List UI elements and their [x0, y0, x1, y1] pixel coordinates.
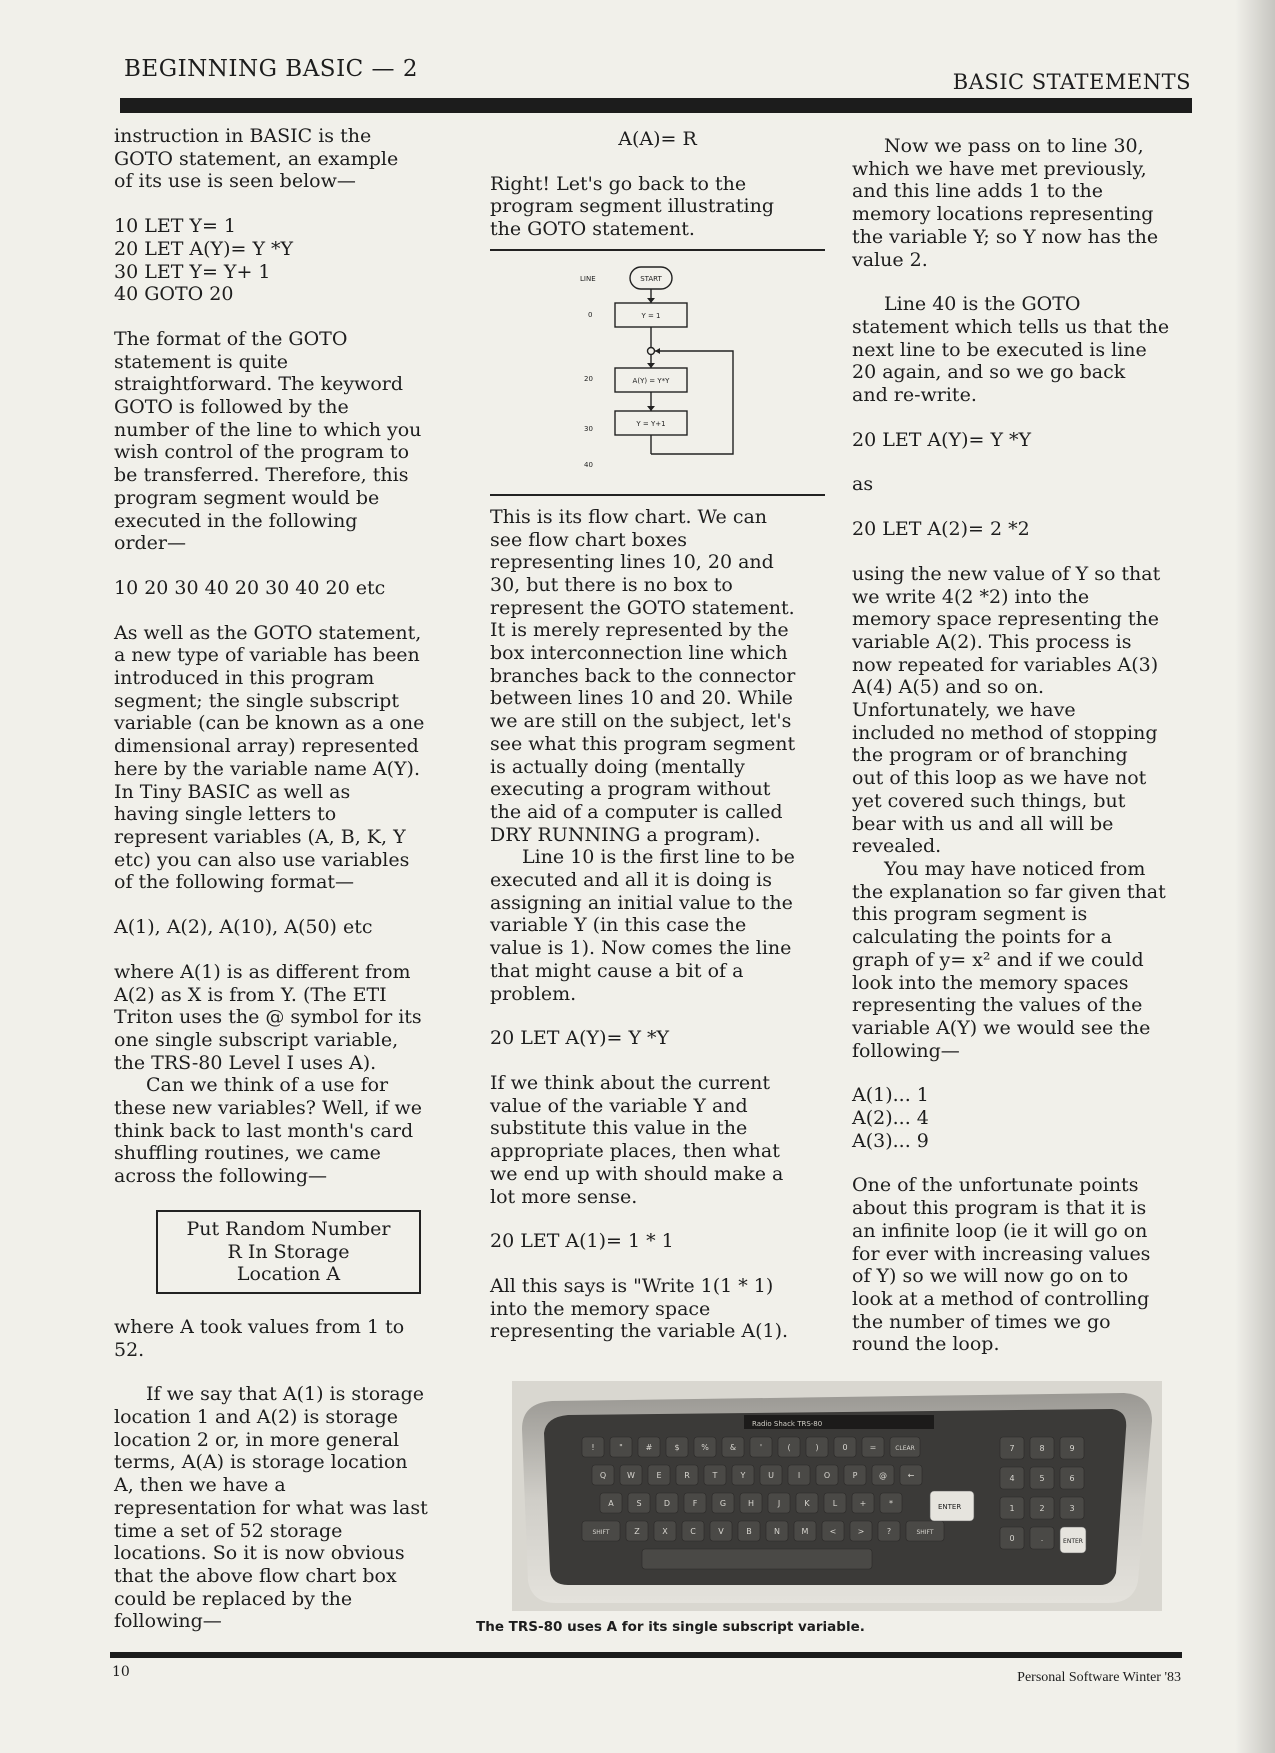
keypad-label: 6: [1069, 1474, 1075, 1483]
paragraph: As well as the GOTO statement, a new type of variable has been introduced in this program segment; the single subscript variable (can be known as a one dimensional array) represented here by the variable name A(Y). In Tiny BASIC as well as having single letters to represent variables (A, B, K, Y etc) you can also use variables of the following format—: [114, 621, 425, 894]
key-label: R: [684, 1471, 690, 1480]
key-label: +: [859, 1499, 867, 1508]
key-label: F: [692, 1499, 698, 1508]
key-label: U: [768, 1471, 774, 1480]
keypad-label: ENTER: [1063, 1538, 1083, 1545]
key-label: J: [777, 1499, 781, 1508]
key-label: O: [823, 1471, 831, 1480]
flowchart-goto-loop-line: [651, 351, 733, 454]
paragraph: One of the unfortunate points about this program is that it is an infinite loop (ie it will go on for ever with increasing values of Y) so we will now go on to look at a method of controlling the number of times we go round the loop.: [852, 1174, 1151, 1356]
space-bar: [642, 1549, 872, 1569]
enter-key-label: ENTER: [938, 1503, 962, 1511]
footer-rule: [110, 1652, 1182, 1658]
key-label: %: [701, 1443, 709, 1452]
key-label: H: [747, 1499, 755, 1508]
paragraph: Line 40 is the GOTO statement which tells us that the next line to be executed is line 20 again, and so we go back and re-write.: [852, 293, 1170, 407]
connective-text: as: [852, 473, 874, 496]
key-label: ?: [886, 1527, 892, 1536]
key-label: Y: [740, 1471, 746, 1480]
paragraph: Line 10 is the first line to be executed and all it is doing is assigning an initial value to the variable Y (in this case the value is 1). Now comes the line that might cause a bit of a problem.: [490, 846, 795, 1005]
keyboard-badge-text: Radio Shack TRS-80: [752, 1420, 823, 1428]
keypad-label: 7: [1009, 1444, 1015, 1453]
key-label: >: [857, 1527, 865, 1536]
keypad-label: 3: [1069, 1504, 1075, 1513]
paragraph: where A took values from 1 to 52.: [114, 1315, 405, 1361]
formula: A(A)= R: [618, 128, 697, 150]
flowchart-box-label: A(Y) = Y*Y: [632, 376, 670, 385]
keypad-label: 9: [1069, 1444, 1075, 1453]
flowchart-start-label: START: [640, 274, 662, 283]
column-3: [852, 135, 1192, 1378]
key-label: T: [712, 1471, 718, 1480]
paragraph: The format of the GOTO statement is quite straightforward. The keyword GOTO is followed by the number of the line to which you wish control of the program to be transferred. Therefore, this program segment would be executed in the following order—: [114, 327, 422, 555]
paragraph: where A(1) is as different from A(2) as X is from Y. (The ETI Triton uses the @ symbol for its one single subscript variable, the TRS-80 Level I uses A).: [114, 960, 422, 1074]
key-label: B: [746, 1527, 752, 1536]
code-listing: 10 LET Y= 1 20 LET A(Y)= Y *Y 30 LET Y= Y+ 1 40 GOTO 20: [114, 215, 294, 306]
photo-caption: The TRS-80 uses A for its single subscript variable.: [476, 1619, 865, 1635]
code-line: 20 LET A(2)= 2 *2: [852, 518, 1030, 541]
header-rule: [120, 98, 1192, 113]
key-label: SHIFT: [592, 1529, 610, 1536]
paragraph: Now we pass on to line 30, which we have met previously, and this line adds 1 to the memory locations representing the variable Y; so Y now has the value 2.: [852, 135, 1159, 271]
column-1: [114, 125, 464, 1655]
code-line: 20 LET A(Y)= Y *Y: [490, 1027, 670, 1050]
flowchart-box-label: Y = Y+1: [636, 419, 666, 428]
key-label: L: [832, 1499, 838, 1508]
key-label: 0: [842, 1443, 848, 1452]
variable-formats: A(1), A(2), A(10), A(50) etc: [114, 916, 373, 939]
paragraph: You may have noticed from the explanation so far given that this program segment is calculating the points for a graph of y= x² and if we could look into the memory spaces representing the values of the variable A(Y) we would see the following—: [852, 857, 1166, 1062]
figure-rule-bottom: [490, 494, 825, 496]
trs80-keyboard-photo: [512, 1381, 1162, 1611]
key-label: @: [879, 1471, 887, 1480]
keypad-label: 2: [1039, 1504, 1045, 1513]
flowchart-connector: [648, 347, 655, 354]
key-label: #: [645, 1443, 653, 1452]
paragraph: Can we think of a use for these new variables? Well, if we think back to last month's card shuffling routines, we came across the following—: [114, 1074, 423, 1188]
paragraph: This is its flow chart. We can see flow chart boxes representing lines 10, 20 and 30, but there is no box to represent the GOTO statement. It is merely represented by the box interconnection line which branches back to the connector between lines 10 and 20. While we are still on the subject, let's see what this program segment is actually doing (mentally executing a program without the aid of a computer is called DRY RUNNING a program).: [490, 505, 796, 846]
page-number: 10: [112, 1664, 130, 1680]
column-2: [490, 128, 825, 1365]
key-label: $: [674, 1443, 680, 1452]
key-label: CLEAR: [895, 1445, 915, 1452]
key-label: X: [662, 1527, 668, 1536]
goto-flowchart: [490, 261, 825, 486]
figure-rule-top: [490, 249, 825, 251]
key-label: !: [591, 1443, 595, 1452]
code-line: 20 LET A(Y)= Y *Y: [852, 428, 1032, 451]
flowchart-line-number: 30: [584, 424, 593, 433]
running-header-title: BEGINNING BASIC — 2: [124, 56, 419, 82]
key-label: S: [636, 1499, 642, 1508]
key-label: V: [718, 1527, 724, 1536]
key-label: ': [759, 1443, 763, 1452]
paragraph: instruction in BASIC is the GOTO statement, an example of its use is seen below—: [114, 125, 399, 193]
key-label: E: [656, 1471, 662, 1480]
key-label: K: [804, 1499, 810, 1508]
page-edge-shadow: [1235, 0, 1275, 1753]
key-label: M: [801, 1527, 809, 1536]
flowchart-line-number: 0: [588, 310, 593, 319]
paragraph: If we think about the current value of the variable Y and substitute this value in the appropriate places, then what we end up with should make a lot more sense.: [490, 1071, 784, 1208]
key-label: W: [627, 1471, 635, 1480]
key-label: I: [797, 1471, 801, 1480]
key-label: ": [619, 1443, 623, 1452]
paragraph: using the new value of Y so that we write 4(2 *2) into the memory space representing the variable A(2). This process is now repeated for variables A(3) A(4) A(5) and so on. Unfortunately, we have included no method of stopping the program or of branching out of this loop as we have not yet covered such things, but bear with us and all will be revealed.: [852, 562, 1161, 858]
key-label: (: [787, 1443, 791, 1452]
key-label: G: [719, 1499, 727, 1508]
key-label: <: [829, 1527, 837, 1536]
key-label: =: [869, 1443, 877, 1452]
paragraph: If we say that A(1) is storage location 1 and A(2) is storage location 2 or, in more general terms, A(A) is storage location A, then we have a representation for what was last time a set of 52 storage locations. So it is now obvious that the above flow chart box could be replaced by the following—: [114, 1383, 428, 1633]
key-label: Q: [599, 1471, 607, 1480]
keypad-label: .: [1040, 1534, 1044, 1543]
flowchart-box-example: Put Random Number R In Storage Location A: [156, 1210, 421, 1294]
array-values: A(1)... 1 A(2)... 4 A(3)... 9: [852, 1084, 929, 1152]
keypad-label: 0: [1009, 1534, 1015, 1543]
execution-order: 10 20 30 40 20 30 40 20 etc: [114, 576, 386, 599]
keypad-label: 8: [1039, 1444, 1045, 1453]
key-label: C: [690, 1527, 696, 1536]
key-label: ←: [907, 1471, 915, 1480]
flowchart-box-label: Y = 1: [641, 311, 661, 320]
keypad-label: 1: [1009, 1504, 1015, 1513]
code-line: 20 LET A(1)= 1 * 1: [490, 1230, 674, 1253]
keypad-label: 4: [1009, 1474, 1015, 1483]
key-label: SHIFT: [916, 1529, 934, 1536]
running-header-section: BASIC STATEMENTS: [952, 70, 1191, 94]
key-label: ): [815, 1443, 819, 1452]
key-label: Z: [634, 1527, 640, 1536]
key-label: *: [889, 1499, 893, 1508]
flowchart-line-number: 20: [584, 374, 593, 383]
flowchart-line-header: LINE: [580, 274, 596, 283]
key-label: &: [729, 1443, 737, 1452]
paragraph: Right! Let's go back to the program segment illustrating the GOTO statement.: [490, 172, 775, 241]
key-label: P: [852, 1471, 858, 1480]
flowchart-line-number: 40: [584, 460, 593, 469]
key-label: D: [663, 1499, 671, 1508]
key-label: N: [774, 1527, 780, 1536]
publication-name: Personal Software Winter '83: [1017, 1670, 1181, 1685]
keypad-label: 5: [1039, 1474, 1045, 1483]
key-label: A: [608, 1499, 614, 1508]
paragraph: All this says is "Write 1(1 * 1) into the memory space representing the variable A(1).: [490, 1274, 789, 1343]
